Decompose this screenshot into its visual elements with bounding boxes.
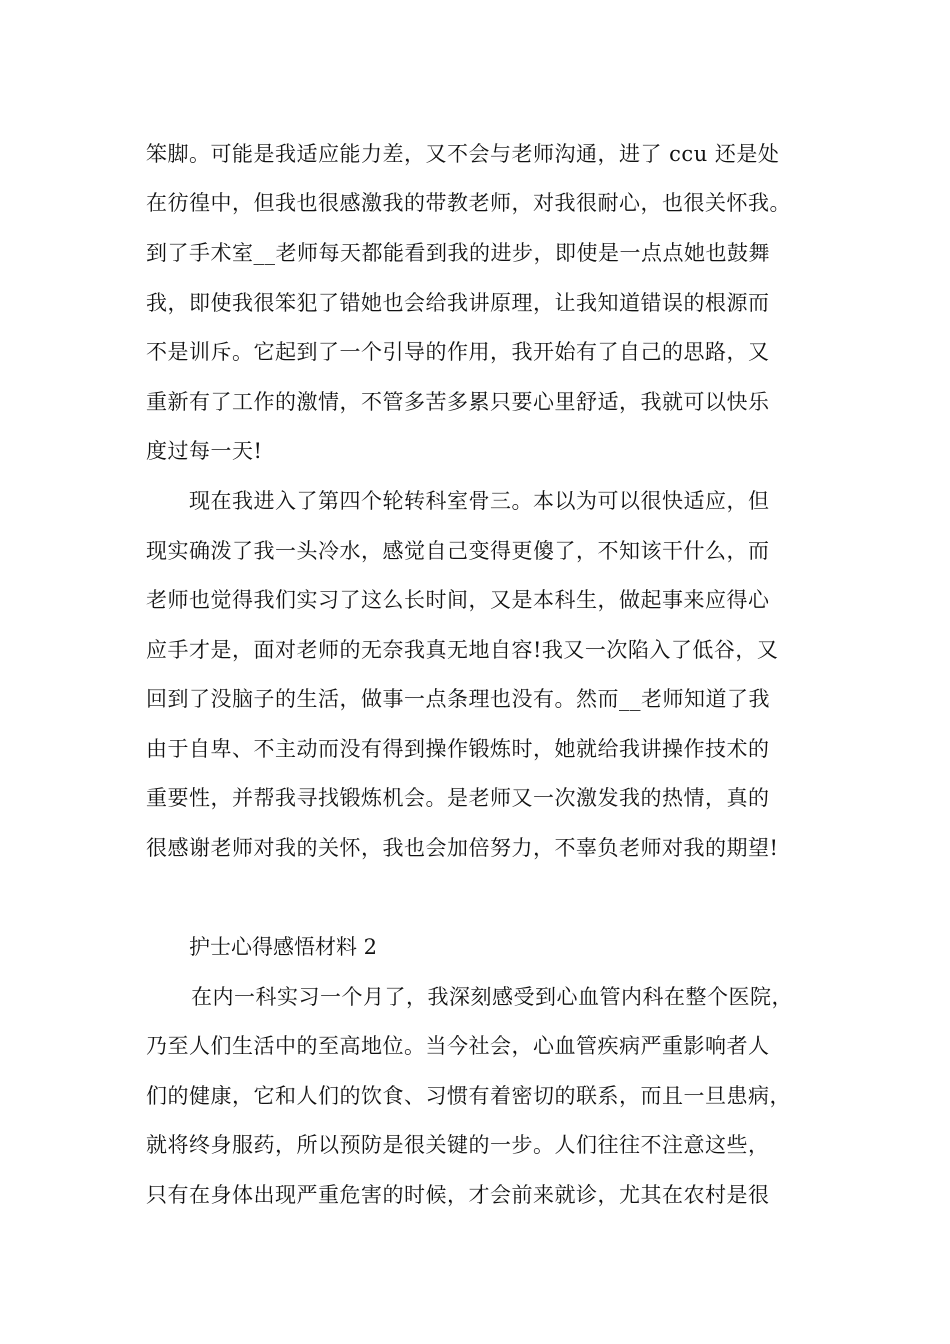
paragraph-line: 很感谢老师对我的关怀，我也会加倍努力，不辜负老师对我的期望! (146, 836, 779, 860)
paragraph-line: 乃至人们生活中的至高地位。当今社会，心血管疾病严重影响者人 (146, 1034, 770, 1058)
paragraph-line: 度过每一天! (146, 439, 263, 463)
paragraph-line: 现在我进入了第四个轮转科室骨三。本以为可以很快适应，但 (189, 489, 770, 513)
paragraph-line: 现实确泼了我一头冷水，感觉自己变得更傻了，不知该干什么，而 (146, 539, 770, 563)
paragraph-line: 在内一科实习一个月了，我深刻感受到心血管内科在整个医院， (191, 985, 793, 1009)
paragraph-line: 们的健康，它和人们的饮食、习惯有着密切的联系，而且一旦患病， (146, 1084, 791, 1108)
paragraph-line: 我，即使我很笨犯了错她也会给我讲原理，让我知道错误的根源而 (146, 291, 770, 315)
paragraph-line: 就将终身服药，所以预防是很关键的一步。人们往往不注意这些， (146, 1133, 770, 1157)
paragraph-line: 由于自卑、不主动而没有得到操作锻炼时，她就给我讲操作技术的 (146, 737, 770, 761)
paragraph-line: 老师也觉得我们实习了这么长时间，又是本科生，做起事来应得心 (146, 588, 770, 612)
paragraph-line: 到了手术室__老师每天都能看到我的进步，即使是一点点她也鼓舞 (146, 241, 770, 265)
paragraph-line: 应手才是，面对老师的无奈我真无地自容!我又一次陷入了低谷，又 (146, 638, 779, 662)
paragraph-line: 重新有了工作的激情，不管多苦多累只要心里舒适，我就可以快乐 (146, 390, 770, 414)
section-heading: 护士心得感悟材料 2 (189, 935, 378, 959)
paragraph-line: 不是训斥。它起到了一个引导的作用，我开始有了自己的思路，又 (146, 340, 770, 364)
paragraph-line: 只有在身体出现严重危害的时候，才会前来就诊，尤其在农村是很 (146, 1183, 770, 1207)
paragraph-line: 重要性，并帮我寻找锻炼机会。是老师又一次激发我的热情，真的 (146, 786, 770, 810)
paragraph-line: 回到了没脑子的生活，做事一点条理也没有。然而__老师知道了我 (146, 687, 770, 711)
paragraph-line: 笨脚。可能是我适应能力差，又不会与老师沟通，进了 ccu 还是处 (146, 142, 780, 166)
paragraph-line: 在彷徨中，但我也很感激我的带教老师，对我很耐心，也很关怀我。 (146, 191, 791, 215)
